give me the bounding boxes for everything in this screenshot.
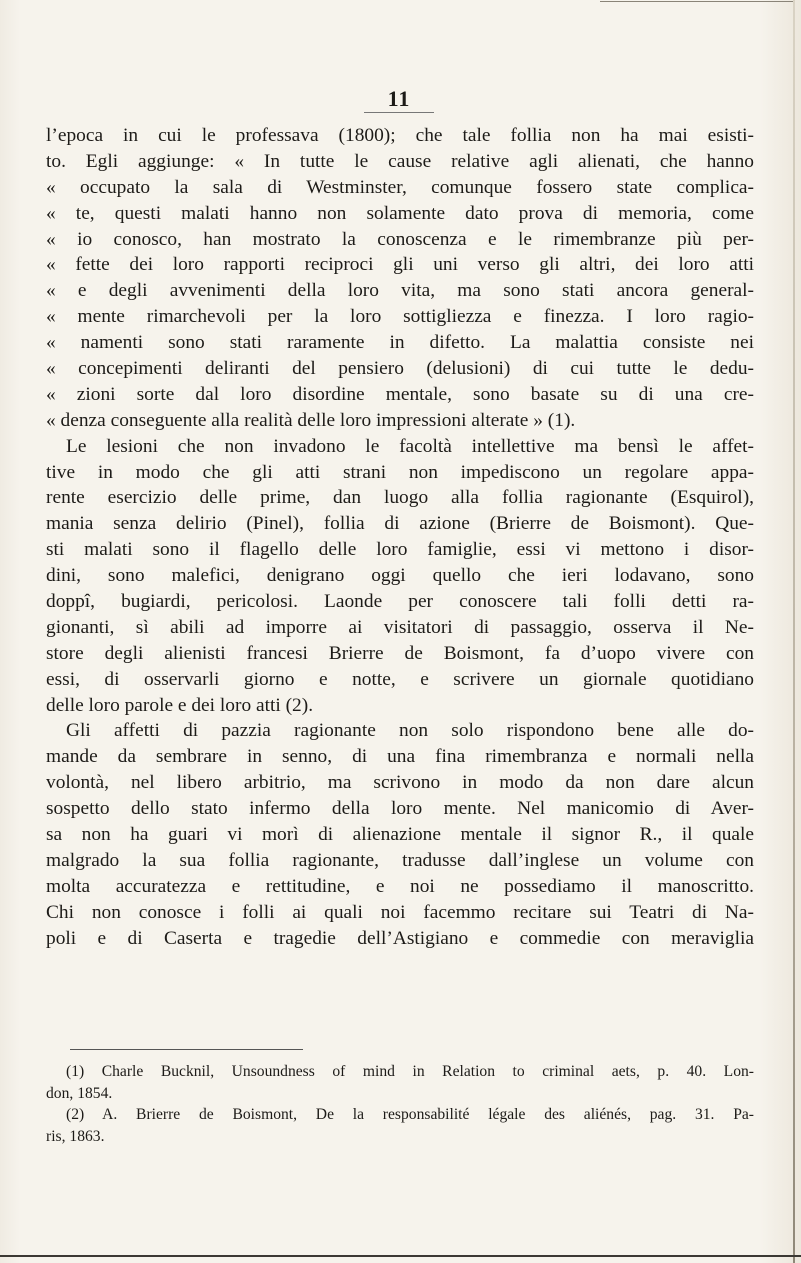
text-line: « namenti sono stati raramente in difetto. La malattia consiste nei [46,332,754,354]
footnote-divider [70,1049,303,1050]
body-text [46,123,754,952]
text-line: sospetto dello stato infermo della loro mente. Nel manicomio di Aver- [46,798,754,820]
text-line: Gli affetti di pazzia ragionante non solo rispondono bene alle do- [66,720,754,742]
text-line: l’epoca in cui le professava (1800); che tale follia non ha mai esisti- [46,125,754,146]
text-line: poli e di Caserta e tragedie dell’Astigiano e commedie con meraviglia [46,927,754,949]
text-line: essi, di osservarli giorno e notte, e scrivere un giornale quotidiano [46,668,754,690]
text-line: store degli alienisti francesi Brierre de Boismont, fa d’uopo vivere con [46,642,754,664]
footnote-line: (2) A. Brierre de Boismont, De la responsabilité légale des aliénés, pag. 31. Pa- [66,1106,754,1123]
footnote-line: don, 1854. [46,1084,113,1102]
text-line: volontà, nel libero arbitrio, ma scrivono in modo da non dare alcun [46,772,754,794]
text-line: rente esercizio delle prime, dan luogo alla follia ragionante (Esquirol), [46,487,754,509]
text-line: gionanti, sì abili ad imporre ai visitatori di passaggio, osserva il Ne- [46,616,754,638]
text-line: dini, sono malefici, denigrano oggi quello che ieri lodavano, sono [46,565,754,587]
text-line: Chi non conosce i folli ai quali noi facemmo recitare sui Teatri di Na- [46,901,754,923]
page-number-underline [364,112,434,113]
text-line: « denza conseguente alla realità delle loro impressioni alterate » (1). [46,409,576,431]
footnote-line: ris, 1863. [46,1127,105,1145]
text-line: « te, questi malati hanno non solamente dato prova di memoria, come [46,202,754,224]
text-line: malgrado la sua follia ragionante, tradusse dall’inglese un volume con [46,849,754,871]
page-edge-bottom [0,1255,801,1257]
text-line: sa non ha guari vi morì di alienazione mentale il signor R., il quale [46,824,754,846]
page-number: 11 [387,86,411,111]
text-line: Le lesioni che non invadono le facoltà intellettive ma bensì le affet- [66,435,754,457]
page-edge-right [793,0,795,1263]
text-line: to. Egli aggiunge: « In tutte le cause relative agli alienati, che hanno [46,150,754,172]
footnote-line: (1) Charle Bucknil, Unsoundness of mind in Relation to criminal aets, p. 40. Lon- [66,1063,754,1080]
text-line: doppî, bugiardi, pericolosi. Laonde per conoscere tali folli detti ra- [46,591,754,613]
page-edge-top [600,1,795,2]
text-line: sti malati sono il flagello delle loro famiglie, essi vi mettono i disor- [46,539,754,561]
text-line: mande da sembrare in senno, di una fina rimembranza e normali nella [46,746,754,768]
text-line: « occupato la sala di Westminster, comunque fossero state complica- [46,176,754,198]
text-line: « e degli avvenimenti della loro vita, ma sono stati ancora general- [46,280,754,302]
text-line: « mente rimarchevoli per la loro sottigliezza e finezza. I loro ragio- [46,306,754,328]
text-line: « concepimenti deliranti del pensiero (delusioni) di cui tutte le dedu- [46,358,754,380]
text-line: « io conosco, han mostrato la conoscenza e le rimembranze più per- [46,228,754,250]
text-line: delle loro parole e dei loro atti (2). [46,694,314,716]
footnotes [46,1061,754,1147]
text-line: mania senza delirio (Pinel), follia di azione (Brierre de Boismont). Que- [46,513,754,535]
text-line: « fette dei loro rapporti reciproci gli uni verso gli altri, dei loro atti [46,254,754,276]
text-line: molta accuratezza e rettitudine, e noi ne possediamo il manoscritto. [46,875,754,897]
text-line: tive in modo che gli atti strani non impediscono un regolare appa- [46,461,754,483]
text-line: « zioni sorte dal loro disordine mentale, sono basate su di una cre- [46,383,754,405]
